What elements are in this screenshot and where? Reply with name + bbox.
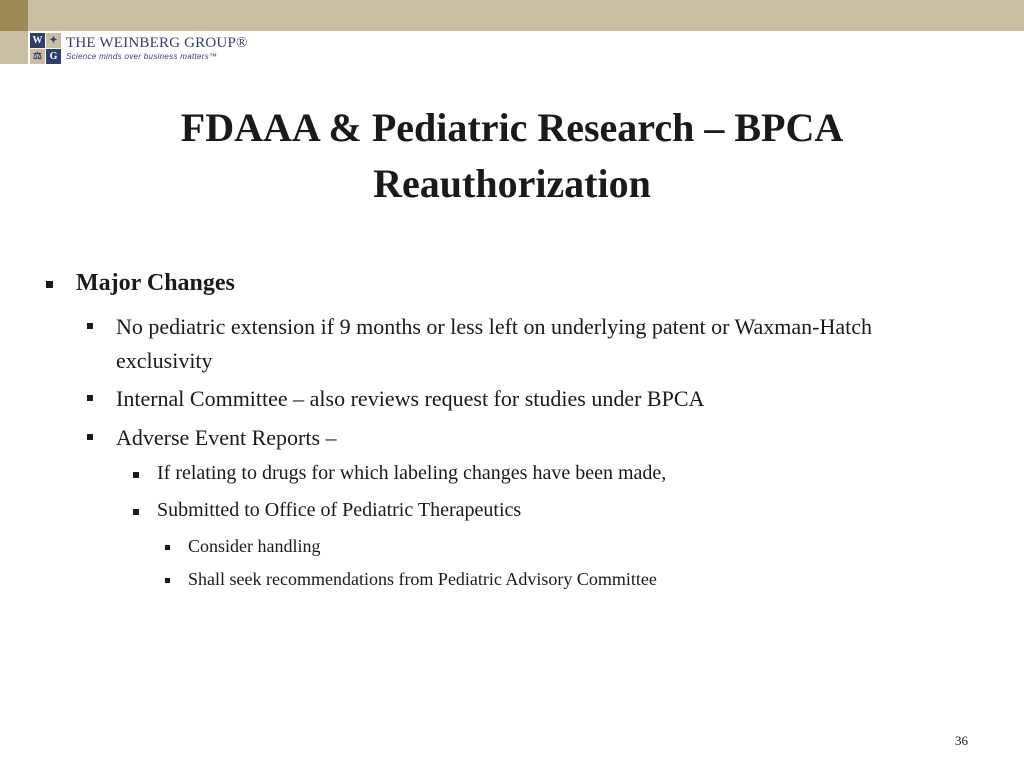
bullet-text: Adverse Event Reports –: [116, 425, 337, 450]
header-corner-block: [0, 0, 28, 31]
square-bullet-icon: [87, 395, 93, 401]
page-number: 36: [955, 733, 968, 748]
bullet-consider-handling: [188, 536, 321, 557]
bullet-internal-committee: [116, 382, 916, 416]
square-bullet-icon: [133, 472, 139, 478]
square-bullet-icon: [87, 434, 93, 440]
bullet-text: If relating to drugs for which labeling changes have been made,: [157, 462, 667, 484]
square-bullet-icon: [165, 545, 170, 550]
logo-cell-compass-icon: ✦: [46, 33, 61, 48]
bullet-text: Major Changes: [76, 270, 235, 296]
bullet-adverse-event-reports: [116, 421, 916, 455]
logo-cell-g: G: [46, 49, 61, 64]
bullet-text: No pediatric extension if 9 months or less left on underlying patent or Waxman-Hatch exclusivity: [116, 314, 873, 373]
slide-title-line-1: FDAAA & Pediatric Research – BPCA: [180, 105, 844, 150]
bullet-major-changes: [76, 270, 235, 297]
bullet-advisory-committee: [188, 569, 657, 590]
company-tagline: Science minds over business matters™: [66, 51, 218, 61]
header-band: [0, 0, 1024, 31]
bullet-text: Shall seek recommendations from Pediatric Advisory Committee: [188, 569, 657, 589]
company-logo: [30, 32, 248, 64]
company-name: THE WEINBERG GROUP®: [66, 34, 248, 51]
bullet-labeling-changes: [157, 462, 666, 485]
bullet-text: Internal Committee – also reviews request for studies under BPCA: [116, 386, 705, 411]
bullet-office-pediatric-therapeutics: [157, 499, 521, 522]
square-bullet-icon: [165, 578, 170, 583]
left-accent-strip: [0, 31, 28, 64]
square-bullet-icon: [133, 509, 139, 515]
bullet-text: Consider handling: [188, 536, 321, 556]
square-bullet-icon: [87, 323, 93, 329]
logo-cell-scale-icon: ⚖: [30, 49, 45, 64]
slide-title: [60, 100, 964, 212]
square-bullet-icon: [46, 281, 53, 288]
logo-mark: [30, 33, 61, 64]
slide-title-line-2: Reauthorization: [373, 161, 651, 206]
logo-cell-w: W: [30, 33, 45, 48]
bullet-no-pediatric-extension: [116, 310, 916, 378]
bullet-text: Submitted to Office of Pediatric Therapeutics: [157, 499, 522, 521]
